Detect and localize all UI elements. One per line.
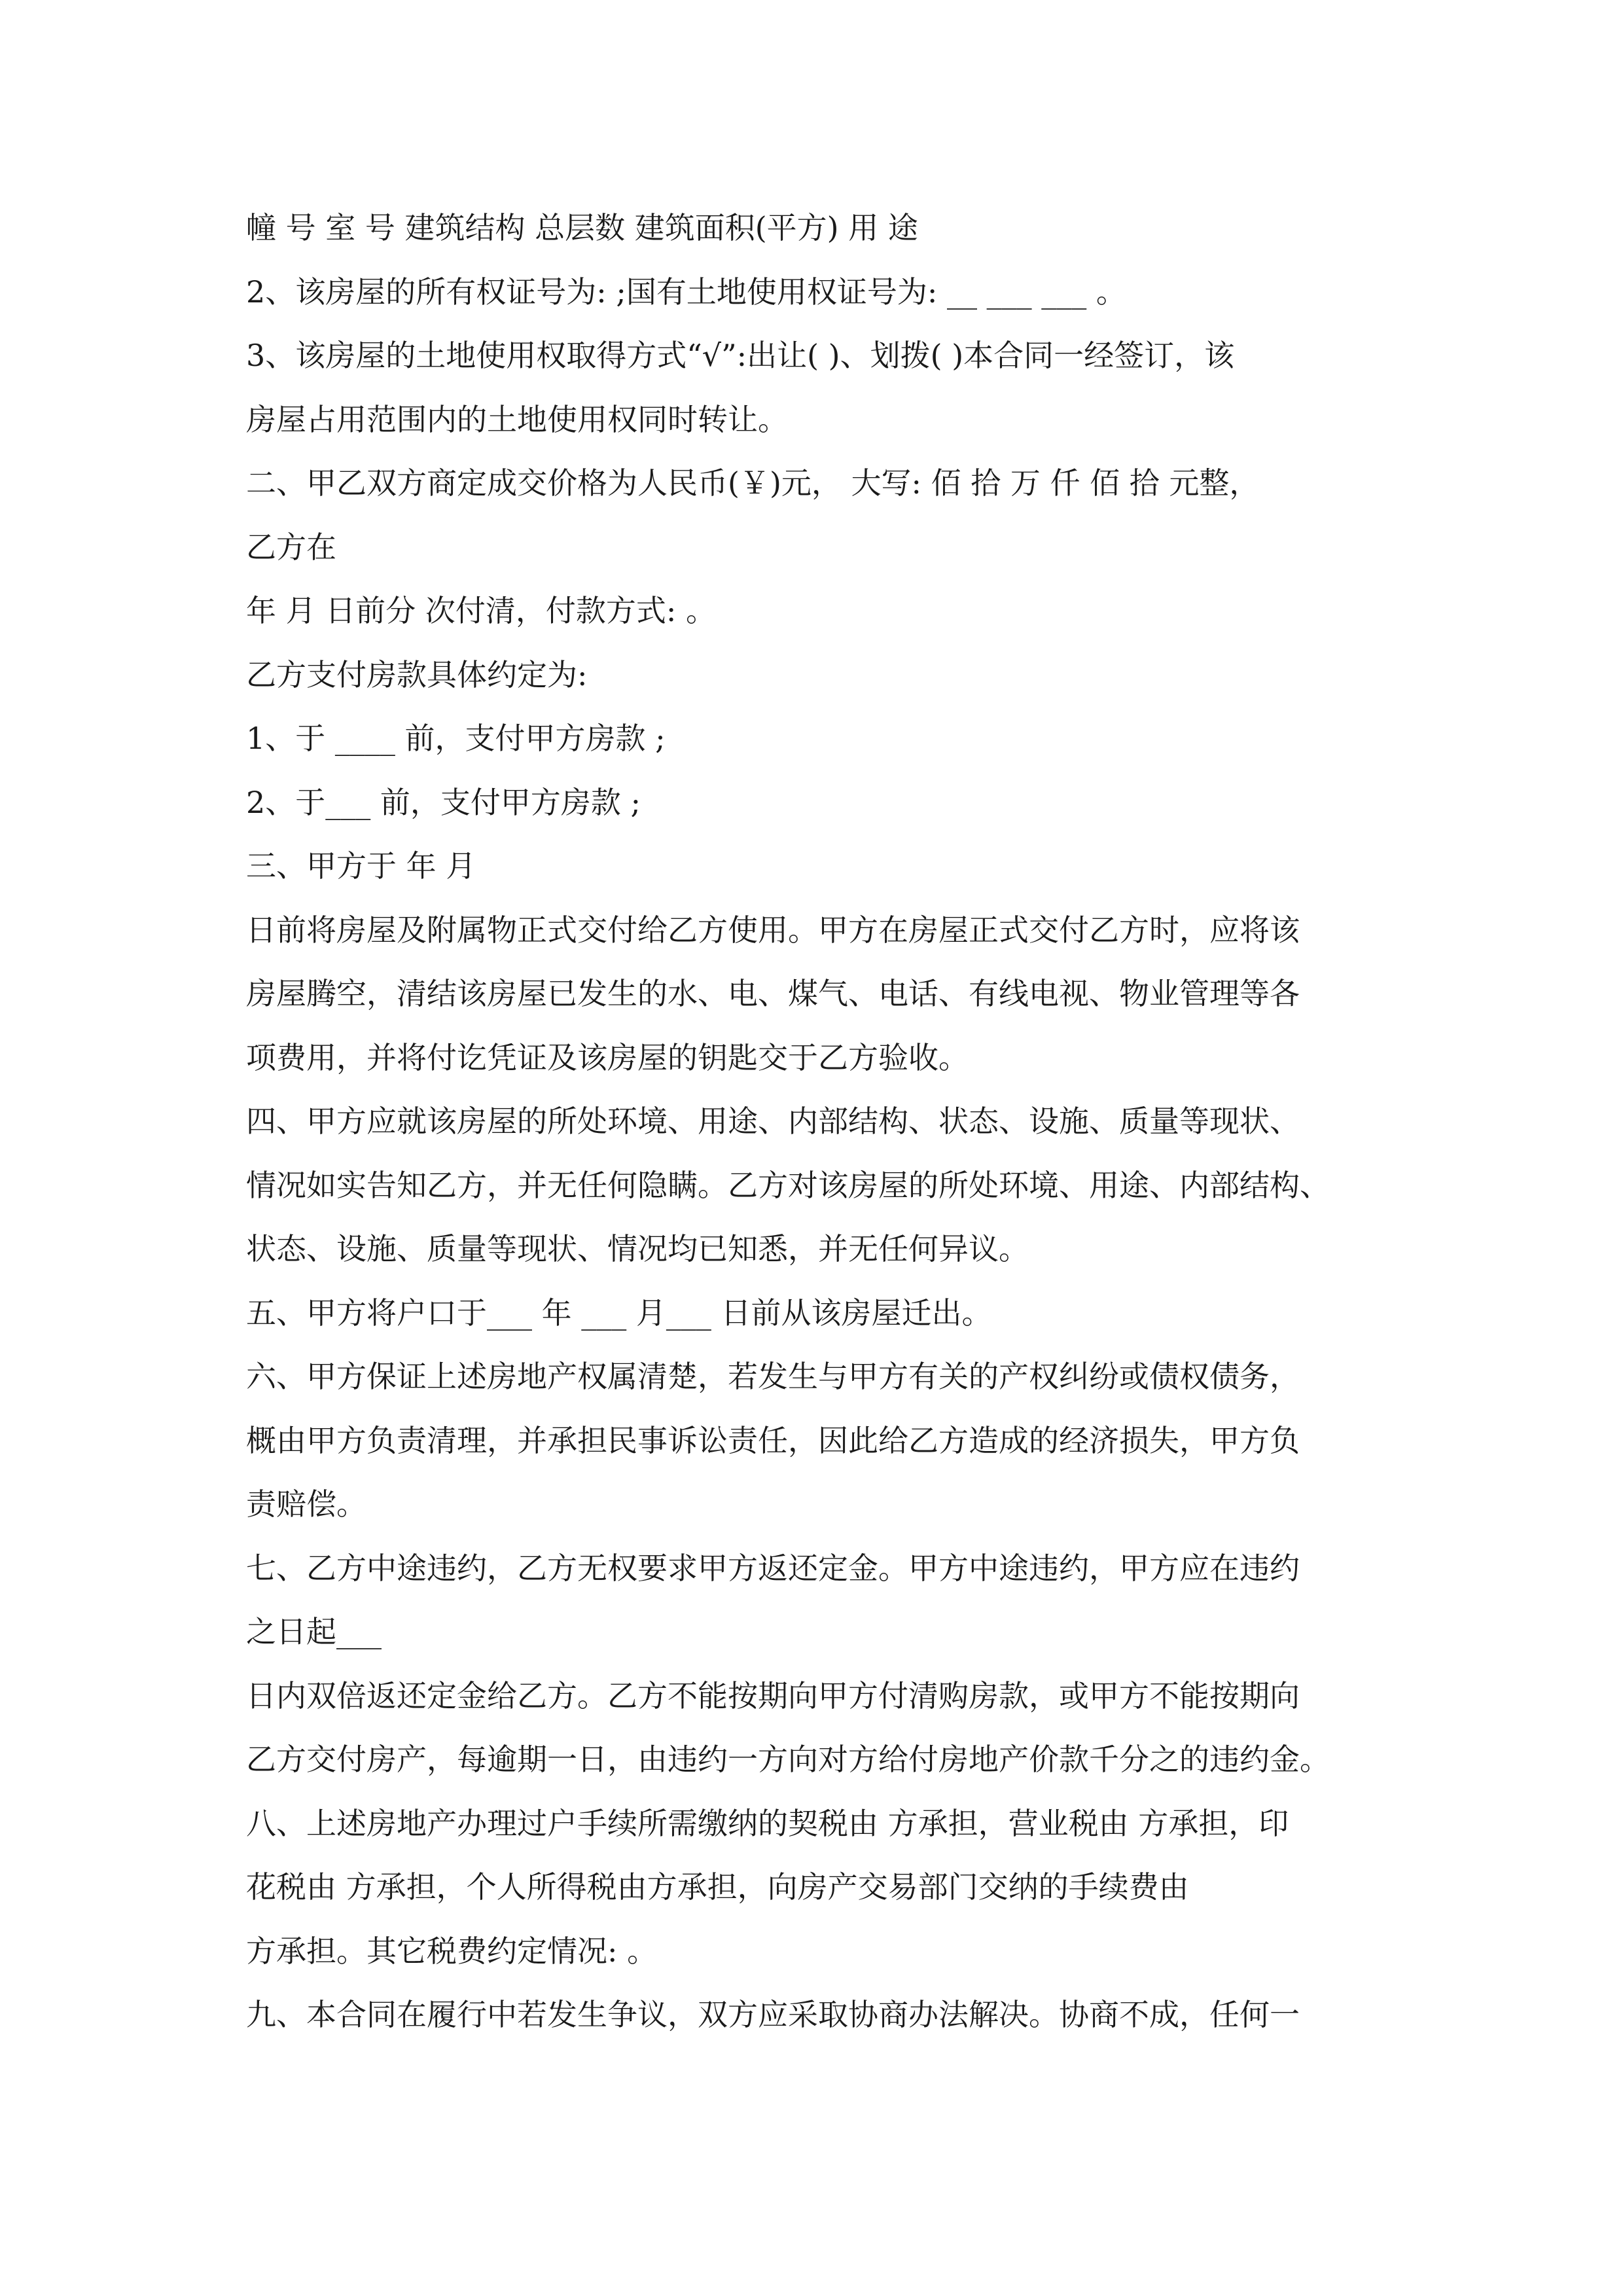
text-line: 责赔偿。 [246, 1486, 366, 1522]
text-line: 乙方支付房款具体约定为: [246, 656, 588, 692]
text-line: 状态、设施、质量等现状、情况均已知悉，并无任何异议。 [246, 1231, 1029, 1266]
text-line: 日前将房屋及附属物正式交付给乙方使用。甲方在房屋正式交付乙方时，应将该 [246, 912, 1300, 948]
text-line: 情况如实告知乙方，并无任何隐瞒。乙方对该房屋的所处环境、用途、内部结构、 [246, 1167, 1330, 1203]
text-line: 五、甲方将户口于___ 年 ___ 月___ 日前从该房屋迁出。 [246, 1295, 992, 1331]
text-line: 项费用，并将付讫凭证及该房屋的钥匙交于乙方验收。 [246, 1039, 969, 1075]
text-line: 2、该房屋的所有权证号为: ;国有土地使用权证号为: __ ___ ___ 。 [246, 274, 1126, 310]
text-line: 之日起___ [246, 1614, 382, 1649]
text-line: 七、乙方中途违约，乙方无权要求甲方返还定金。甲方中途违约，甲方应在违约 [246, 1550, 1300, 1586]
table-header-line: 幢 号 室 号 建筑结构 总层数 建筑面积(平方) 用 途 [246, 210, 918, 245]
text-line: 二、甲乙双方商定成交价格为人民币(￥)元， 大写: 佰 拾 万 仟 佰 拾 元整， [246, 465, 1260, 501]
text-line: 乙方在 [246, 529, 336, 565]
text-line: 六、甲方保证上述房地产权属清楚，若发生与甲方有关的产权纠纷或债权债务， [246, 1359, 1300, 1394]
text-line: 日内双倍返还定金给乙方。乙方不能按期向甲方付清购房款，或甲方不能按期向 [246, 1677, 1300, 1713]
text-line: 九、本合同在履行中若发生争议，双方应采取协商办法解决。协商不成，任何一 [246, 1997, 1300, 2032]
text-line: 1、于 ____ 前，支付甲方房款 ; [246, 721, 666, 756]
text-line: 房屋腾空，清结该房屋已发生的水、电、煤气、电话、有线电视、物业管理等各 [246, 976, 1300, 1011]
text-line: 三、甲方于 年 月 [246, 848, 476, 884]
text-line: 花税由 方承担，个人所得税由方承担，向房产交易部门交纳的手续费由 [246, 1869, 1189, 1905]
text-line: 2、于___ 前，支付甲方房款 ; [246, 784, 641, 820]
text-line: 3、该房屋的土地使用权取得方式“√”:出让( )、划拨( )本合同一经签订，该 [246, 338, 1235, 373]
text-line: 房屋占用范围内的土地使用权同时转让。 [246, 401, 788, 437]
document-body [246, 196, 1398, 2047]
text-line: 概由甲方负责清理，并承担民事诉讼责任，因此给乙方造成的经济损失，甲方负 [246, 1422, 1300, 1458]
text-line: 方承担。其它税费约定情况: 。 [246, 1933, 658, 1969]
text-line: 乙方交付房产，每逾期一日，由违约一方向对方给付房地产价款千分之的违约金。 [246, 1742, 1330, 1777]
text-line: 八、上述房地产办理过户手续所需缴纳的契税由 方承担，营业税由 方承担，印 [246, 1805, 1289, 1841]
text-line: 年 月 日前分 次付清，付款方式: 。 [246, 593, 716, 628]
text-line: 四、甲方应就该房屋的所处环境、用途、内部结构、状态、设施、质量等现状、 [246, 1103, 1300, 1139]
